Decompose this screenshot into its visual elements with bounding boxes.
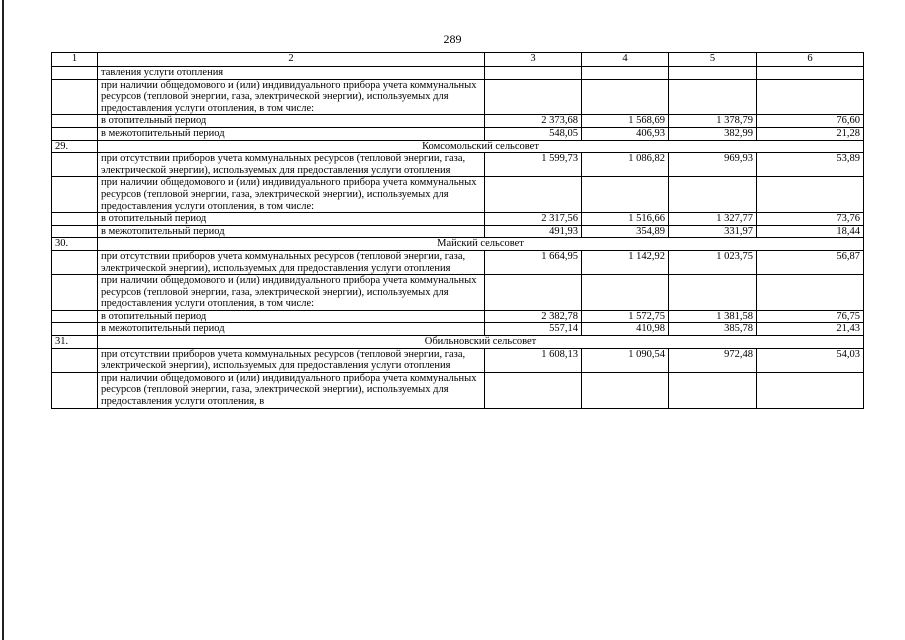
- row-number: [52, 177, 98, 213]
- header-cell: 6: [757, 53, 864, 67]
- table-row: [52, 67, 864, 80]
- value-col-4: [582, 67, 669, 80]
- value-col-6: [757, 79, 864, 115]
- value-col-5: 1 023,75: [669, 250, 757, 274]
- row-number: [52, 225, 98, 238]
- value-col-5: [669, 275, 757, 311]
- value-col-5: 382,99: [669, 127, 757, 140]
- value-col-5: [669, 177, 757, 213]
- row-number: [52, 115, 98, 128]
- value-col-4: [582, 177, 669, 213]
- row-number: 31.: [52, 336, 98, 349]
- row-number: [52, 348, 98, 372]
- section-row: [52, 336, 864, 349]
- value-col-6: 56,87: [757, 250, 864, 274]
- value-col-5: 1 327,77: [669, 213, 757, 226]
- table-row: [52, 275, 864, 311]
- row-description: в отопительный период: [98, 115, 485, 128]
- value-col-4: 1 572,75: [582, 310, 669, 323]
- value-col-6: [757, 67, 864, 80]
- row-description: при наличии общедомового и (или) индивидуального прибора учета коммунальных ресурсов (тепловой энергии, газа, электрической энергии), используемых для предоставления услуги отопления, в: [98, 372, 485, 408]
- value-col-6: [757, 177, 864, 213]
- value-col-3: [485, 79, 582, 115]
- value-col-6: [757, 275, 864, 311]
- row-number: [52, 153, 98, 177]
- value-col-4: 1 516,66: [582, 213, 669, 226]
- row-number: [52, 323, 98, 336]
- row-description: в межотопительный период: [98, 127, 485, 140]
- value-col-4: 1 090,54: [582, 348, 669, 372]
- scan-edge: [2, 0, 4, 640]
- header-cell: 3: [485, 53, 582, 67]
- row-description: в межотопительный период: [98, 225, 485, 238]
- value-col-4: 354,89: [582, 225, 669, 238]
- header-cell: 2: [98, 53, 485, 67]
- value-col-3: 2 373,68: [485, 115, 582, 128]
- value-col-4: [582, 275, 669, 311]
- row-number: 29.: [52, 140, 98, 153]
- row-number: 30.: [52, 238, 98, 251]
- value-col-5: 1 381,58: [669, 310, 757, 323]
- table-row: [52, 323, 864, 336]
- table-row: [52, 127, 864, 140]
- row-description: при отсутствии приборов учета коммунальных ресурсов (тепловой энергии, газа, электрической энергии), используемых для предоставления услуги отопления: [98, 250, 485, 274]
- value-col-3: 1 664,95: [485, 250, 582, 274]
- section-row: [52, 140, 864, 153]
- value-col-6: 76,75: [757, 310, 864, 323]
- row-description: при отсутствии приборов учета коммунальных ресурсов (тепловой энергии, газа, электрической энергии), используемых для предоставления услуги отопления: [98, 348, 485, 372]
- table-row: [52, 115, 864, 128]
- value-col-6: 76,60: [757, 115, 864, 128]
- value-col-6: 21,43: [757, 323, 864, 336]
- page-number: 289: [443, 32, 462, 46]
- section-title: Комсомольский сельсовет: [98, 140, 864, 153]
- row-number: [52, 250, 98, 274]
- section-row: [52, 238, 864, 251]
- value-col-5: 972,48: [669, 348, 757, 372]
- tariff-table: [51, 52, 864, 409]
- value-col-3: 2 382,78: [485, 310, 582, 323]
- header-row: [52, 53, 864, 67]
- section-title: Майский сельсовет: [98, 238, 864, 251]
- value-col-4: 406,93: [582, 127, 669, 140]
- value-col-6: [757, 372, 864, 408]
- row-number: [52, 310, 98, 323]
- value-col-5: [669, 372, 757, 408]
- value-col-6: 18,44: [757, 225, 864, 238]
- table-row: [52, 310, 864, 323]
- value-col-3: 2 317,56: [485, 213, 582, 226]
- table-row: [52, 213, 864, 226]
- row-description: при наличии общедомового и (или) индивидуального прибора учета коммунальных ресурсов (тепловой энергии, газа, электрической энергии), используемых для предоставления услуги отопления, в том числе:: [98, 275, 485, 311]
- table-row: [52, 348, 864, 372]
- value-col-3: [485, 177, 582, 213]
- row-description: при наличии общедомового и (или) индивидуального прибора учета коммунальных ресурсов (тепловой энергии, газа, электрической энергии), используемых для предоставления услуги отопления, в том числе:: [98, 79, 485, 115]
- table-row: [52, 250, 864, 274]
- value-col-3: 557,14: [485, 323, 582, 336]
- value-col-4: [582, 79, 669, 115]
- row-number: [52, 213, 98, 226]
- row-description: в отопительный период: [98, 310, 485, 323]
- value-col-4: [582, 372, 669, 408]
- value-col-4: 410,98: [582, 323, 669, 336]
- value-col-3: [485, 372, 582, 408]
- section-title: Обильновский сельсовет: [98, 336, 864, 349]
- row-description: тавления услуги отопления: [98, 67, 485, 80]
- value-col-5: 385,78: [669, 323, 757, 336]
- table-row: [52, 177, 864, 213]
- table-body: [52, 67, 864, 409]
- value-col-4: 1 086,82: [582, 153, 669, 177]
- row-description: в отопительный период: [98, 213, 485, 226]
- header-cell: 4: [582, 53, 669, 67]
- value-col-6: 54,03: [757, 348, 864, 372]
- table-row: [52, 372, 864, 408]
- value-col-3: 1 608,13: [485, 348, 582, 372]
- value-col-5: 969,93: [669, 153, 757, 177]
- value-col-5: 1 378,79: [669, 115, 757, 128]
- row-description: при отсутствии приборов учета коммунальных ресурсов (тепловой энергии, газа, электрической энергии), используемых для предоставления услуги отопления: [98, 153, 485, 177]
- row-number: [52, 275, 98, 311]
- row-number: [52, 127, 98, 140]
- value-col-5: [669, 79, 757, 115]
- value-col-5: 331,97: [669, 225, 757, 238]
- value-col-4: 1 142,92: [582, 250, 669, 274]
- value-col-6: 73,76: [757, 213, 864, 226]
- value-col-4: 1 568,69: [582, 115, 669, 128]
- row-number: [52, 67, 98, 80]
- header-cell: 1: [52, 53, 98, 67]
- header-cell: 5: [669, 53, 757, 67]
- row-description: в межотопительный период: [98, 323, 485, 336]
- table-row: [52, 79, 864, 115]
- value-col-3: [485, 67, 582, 80]
- value-col-3: 491,93: [485, 225, 582, 238]
- row-number: [52, 372, 98, 408]
- table-row: [52, 225, 864, 238]
- value-col-3: 548,05: [485, 127, 582, 140]
- table-row: [52, 153, 864, 177]
- row-description: при наличии общедомового и (или) индивидуального прибора учета коммунальных ресурсов (тепловой энергии, газа, электрической энергии), используемых для предоставления услуги отопления, в том числе:: [98, 177, 485, 213]
- row-number: [52, 79, 98, 115]
- value-col-3: 1 599,73: [485, 153, 582, 177]
- value-col-5: [669, 67, 757, 80]
- value-col-6: 21,28: [757, 127, 864, 140]
- value-col-6: 53,89: [757, 153, 864, 177]
- value-col-3: [485, 275, 582, 311]
